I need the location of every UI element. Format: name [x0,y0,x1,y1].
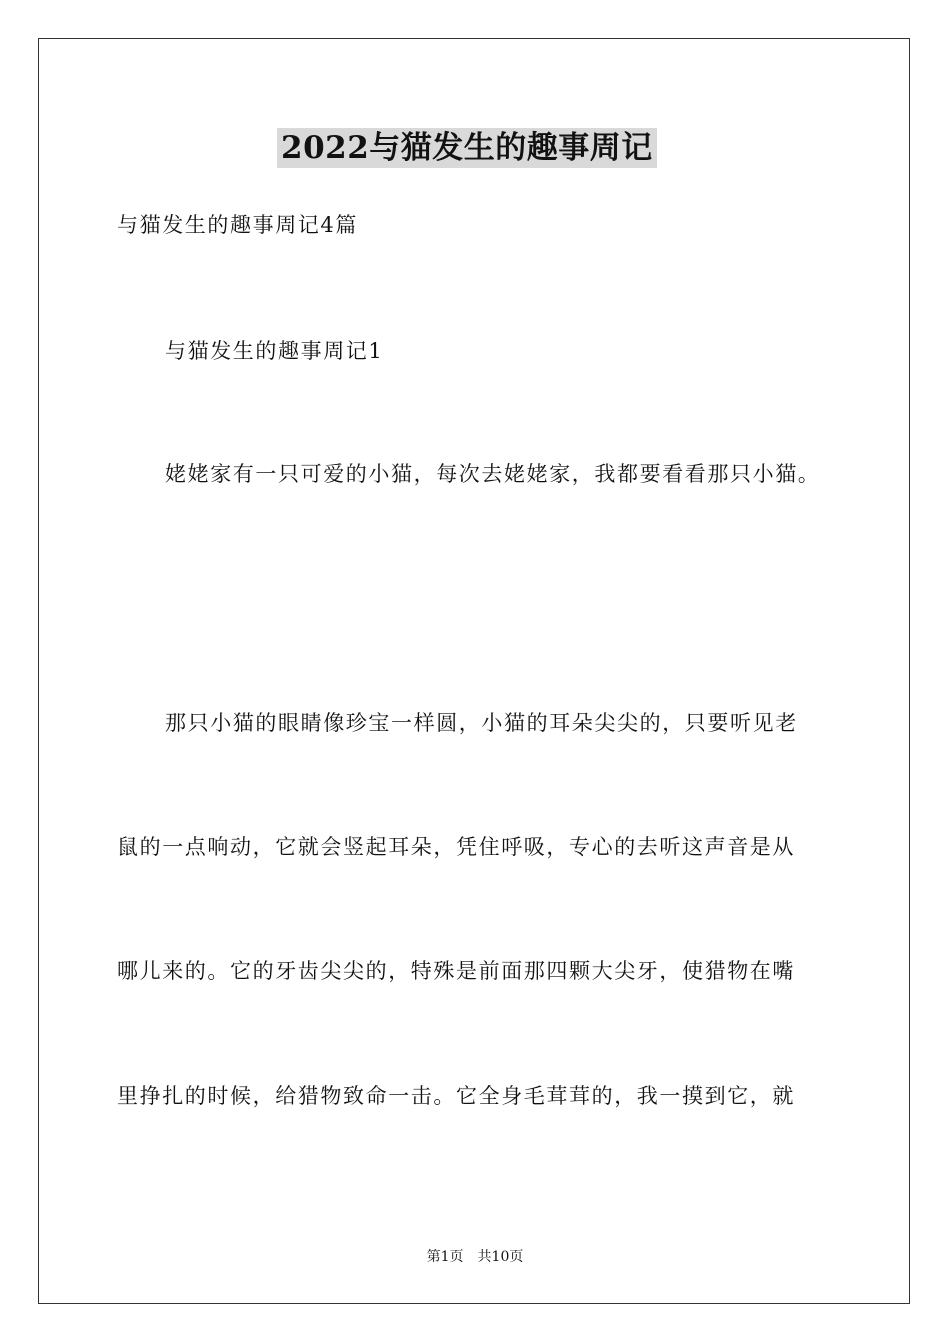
document-title: 2022与猫发生的趣事周记 [277,128,657,168]
page-number: 第1页 共10页 [426,1249,524,1265]
paragraph-line: 那只小猫的眼睛像珍宝一样圆，小猫的耳朵尖尖的，只要听见老 [165,711,798,735]
paragraph-line: 里挣扎的时候，给猎物致命一击。它全身毛茸茸的，我一摸到它，就 [117,1084,795,1108]
paragraph-line: 哪儿来的。它的牙齿尖尖的，特殊是前面那四颗大尖牙，使猎物在嘴 [117,959,795,983]
section-heading: 与猫发生的趣事周记1 [165,339,384,363]
paragraph-line: 姥姥家有一只可爱的小猫，每次去姥姥家，我都要看看那只小猫。 [165,462,821,486]
paragraph-line: 鼠的一点响动，它就会竖起耳朵，凭住呼吸，专心的去听这声音是从 [117,835,795,859]
document-subtitle: 与猫发生的趣事周记4篇 [117,213,358,237]
